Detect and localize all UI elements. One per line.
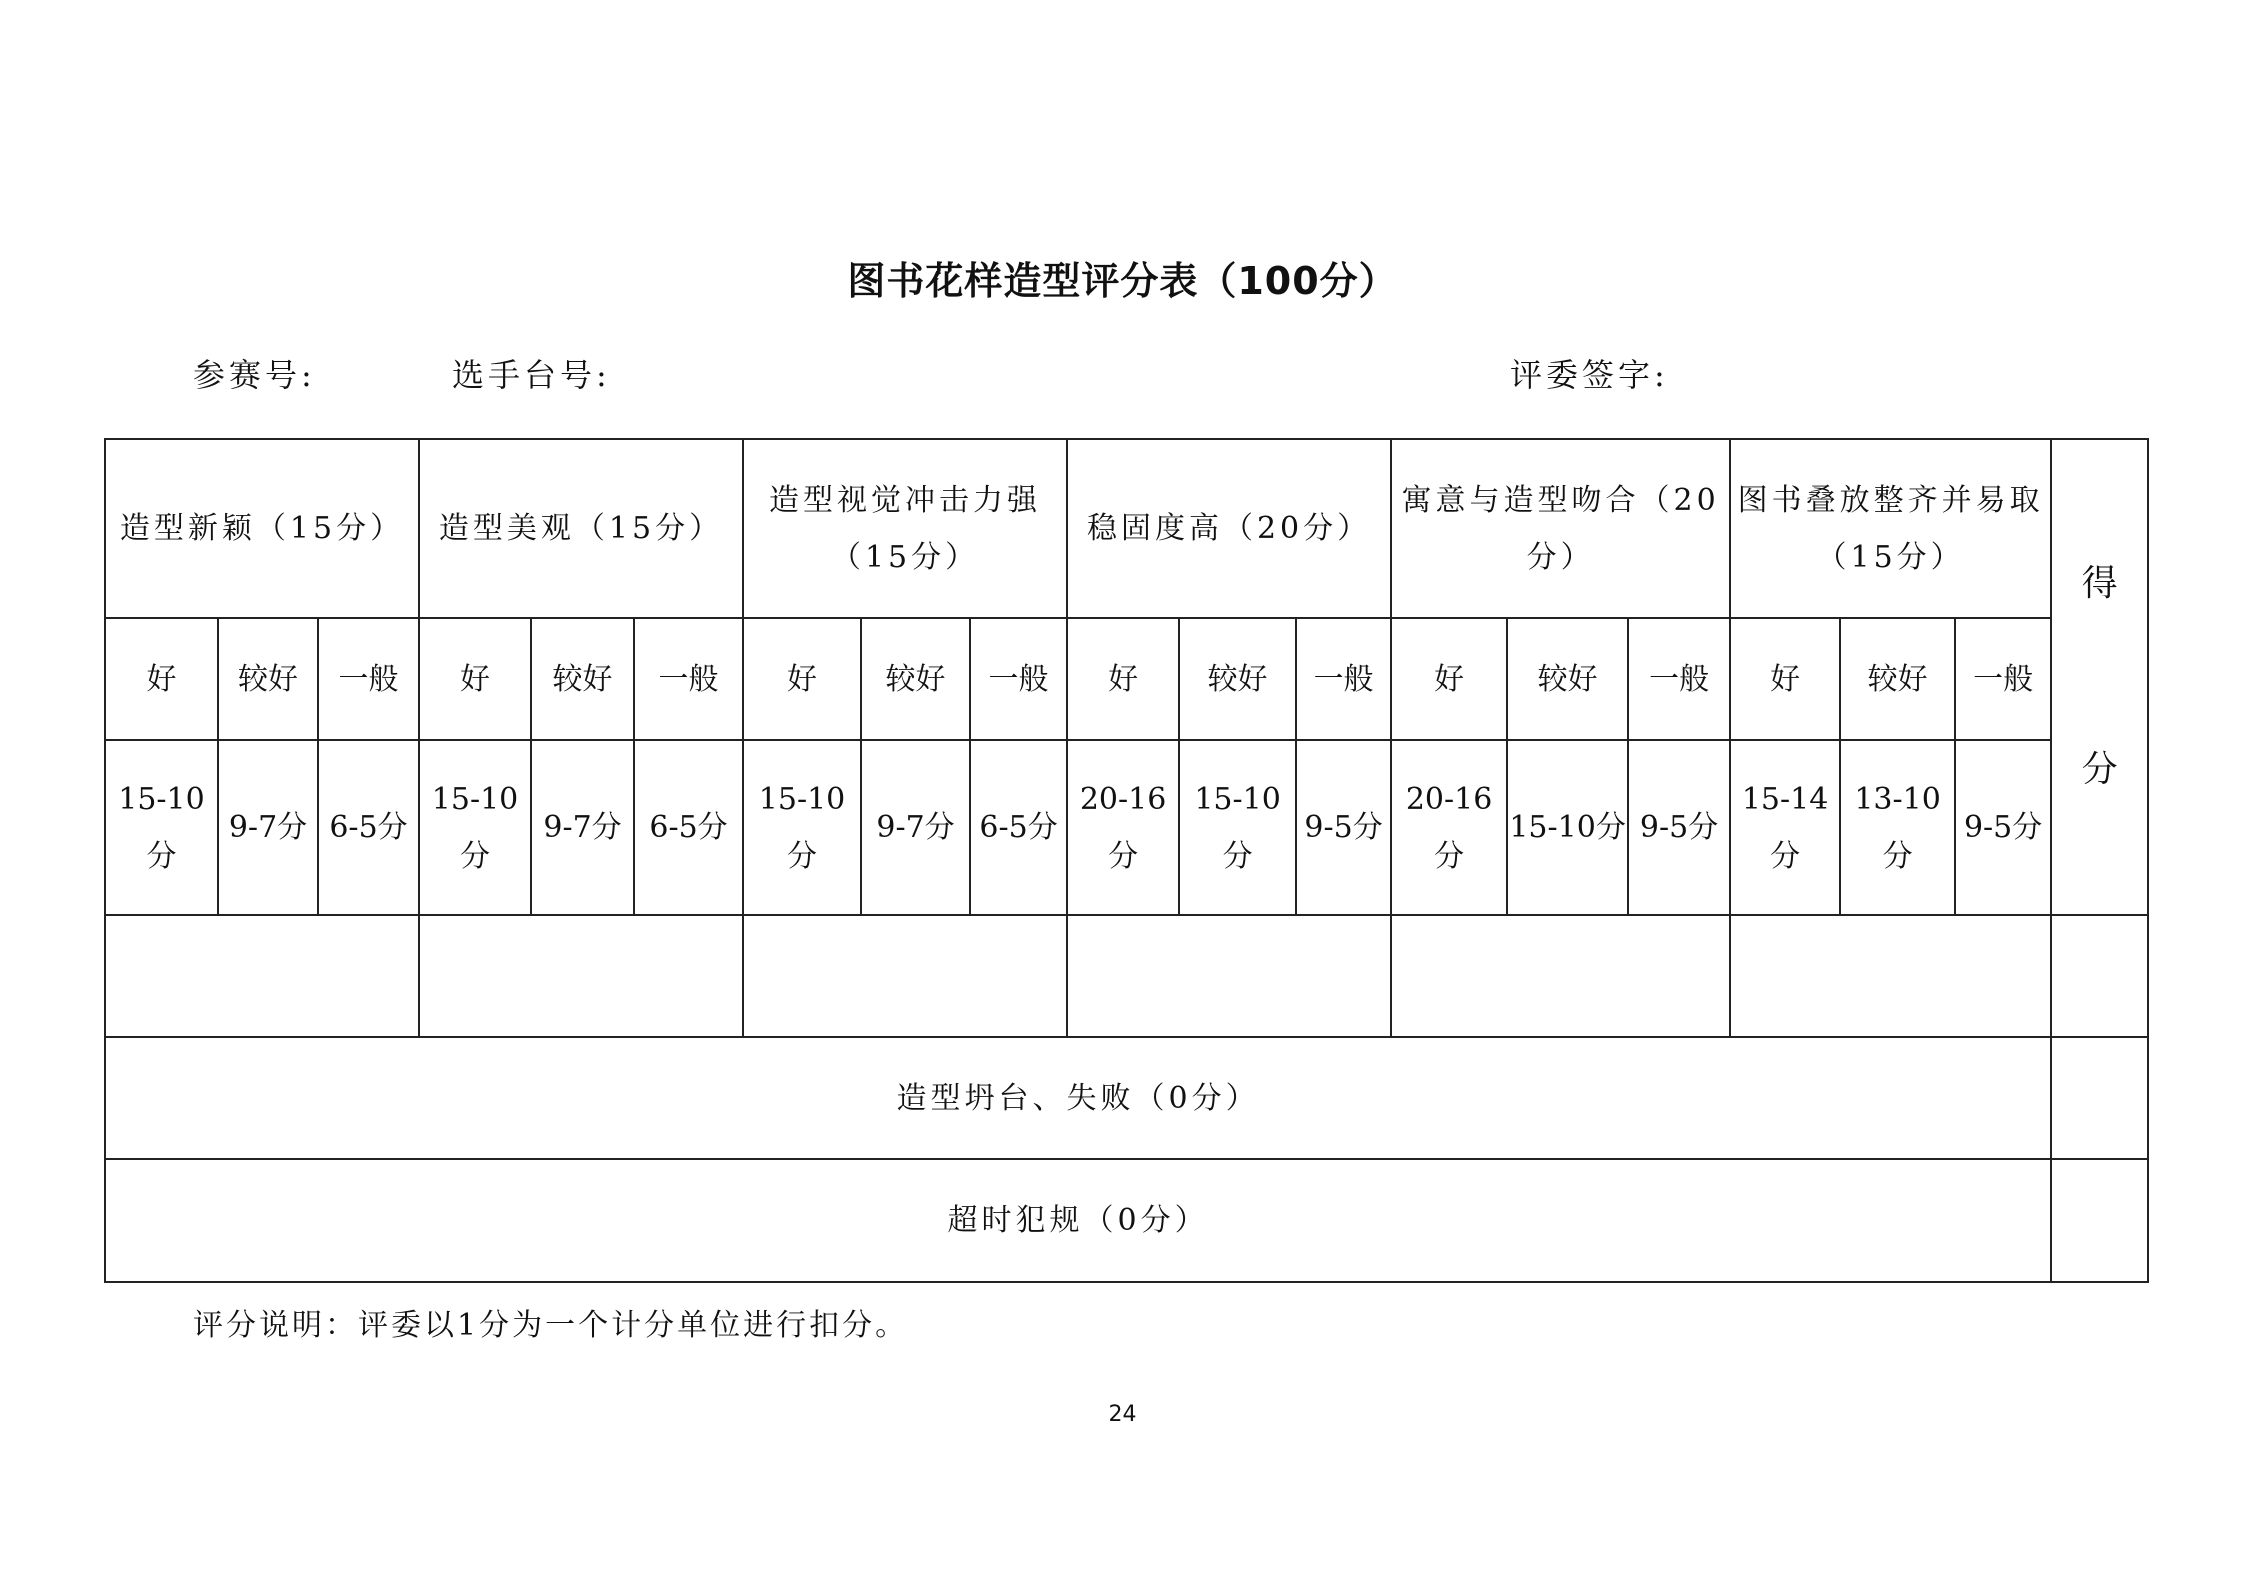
category-cell: 稳固度高（20分） (1067, 439, 1391, 618)
penalty-collapse-label: 造型坍台、失败（0分） (105, 1037, 2051, 1159)
grade-range: 20-16分 (1391, 740, 1507, 915)
grade-range: 9-5分 (1296, 740, 1391, 915)
category-cell: 造型美观（15分） (419, 439, 743, 618)
grade-label: 好 (419, 618, 531, 740)
grade-range: 13-10分 (1840, 740, 1955, 915)
penalty-collapse-row (105, 1037, 2148, 1159)
category-row (105, 439, 2148, 618)
grade-label: 较好 (531, 618, 634, 740)
grade-range: 9-7分 (218, 740, 318, 915)
range-row (105, 740, 2148, 915)
category-cell: 造型视觉冲击力强（15分） (743, 439, 1067, 618)
grade-label: 较好 (218, 618, 318, 740)
page-number: 24 (1108, 1402, 1137, 1427)
score-entry-cell[interactable] (1067, 915, 1391, 1037)
category-cell: 寓意与造型吻合（20分） (1391, 439, 1730, 618)
grade-label: 好 (105, 618, 218, 740)
total-score-header (2051, 439, 2148, 915)
grade-label: 好 (1067, 618, 1179, 740)
grade-label: 好 (1391, 618, 1507, 740)
total-label-char: 得 (2081, 562, 2118, 604)
score-entry-cell[interactable] (105, 915, 419, 1037)
score-entry-cell[interactable] (743, 915, 1067, 1037)
grade-label: 较好 (861, 618, 970, 740)
penalty-overtime-label: 超时犯规（0分） (105, 1159, 2051, 1282)
grade-label: 较好 (1840, 618, 1955, 740)
station-number-label: 选手台号: (452, 356, 611, 394)
grade-range: 9-5分 (1955, 740, 2051, 915)
grade-label: 较好 (1507, 618, 1628, 740)
grade-label: 较好 (1179, 618, 1296, 740)
grade-label: 一般 (1296, 618, 1391, 740)
grade-range: 9-7分 (531, 740, 634, 915)
judge-signature-label: 评委签字: (1510, 356, 1669, 394)
grade-range: 9-7分 (861, 740, 970, 915)
total-label-char: 分 (2081, 749, 2118, 790)
score-entry-cell[interactable] (1391, 915, 1730, 1037)
grade-label: 一般 (970, 618, 1067, 740)
score-entry-cell[interactable] (419, 915, 743, 1037)
form-title: 图书花样造型评分表（100分） (847, 259, 1398, 303)
total-score-cell[interactable] (2051, 915, 2148, 1037)
grade-range: 15-10分 (743, 740, 861, 915)
entry-number-label: 参赛号: (193, 356, 316, 394)
grade-label: 一般 (1628, 618, 1730, 740)
score-entry-cell[interactable] (1730, 915, 2051, 1037)
grade-label: 好 (1730, 618, 1840, 740)
grade-label: 好 (743, 618, 861, 740)
grade-range: 9-5分 (1628, 740, 1730, 915)
grade-label: 一般 (318, 618, 419, 740)
grade-range: 15-14分 (1730, 740, 1840, 915)
grade-row (105, 618, 2148, 740)
grade-range: 15-10分 (1507, 740, 1628, 915)
grade-label: 一般 (1955, 618, 2051, 740)
grade-range: 6-5分 (970, 740, 1067, 915)
penalty-overtime-row (105, 1159, 2148, 1282)
category-cell: 造型新颖（15分） (105, 439, 419, 618)
grade-label: 一般 (634, 618, 743, 740)
grade-range: 6-5分 (318, 740, 419, 915)
grade-range: 20-16分 (1067, 740, 1179, 915)
grade-range: 15-10分 (419, 740, 531, 915)
penalty-overtime-score-cell[interactable] (2051, 1159, 2148, 1282)
grade-range: 15-10分 (1179, 740, 1296, 915)
score-entry-row (105, 915, 2148, 1037)
category-cell: 图书叠放整齐并易取（15分） (1730, 439, 2051, 618)
penalty-collapse-score-cell[interactable] (2051, 1037, 2148, 1159)
scoring-note: 评分说明：评委以1分为一个计分单位进行扣分。 (193, 1308, 909, 1343)
grade-range: 15-10分 (105, 740, 218, 915)
grade-range: 6-5分 (634, 740, 743, 915)
scoring-table (104, 438, 2149, 1283)
